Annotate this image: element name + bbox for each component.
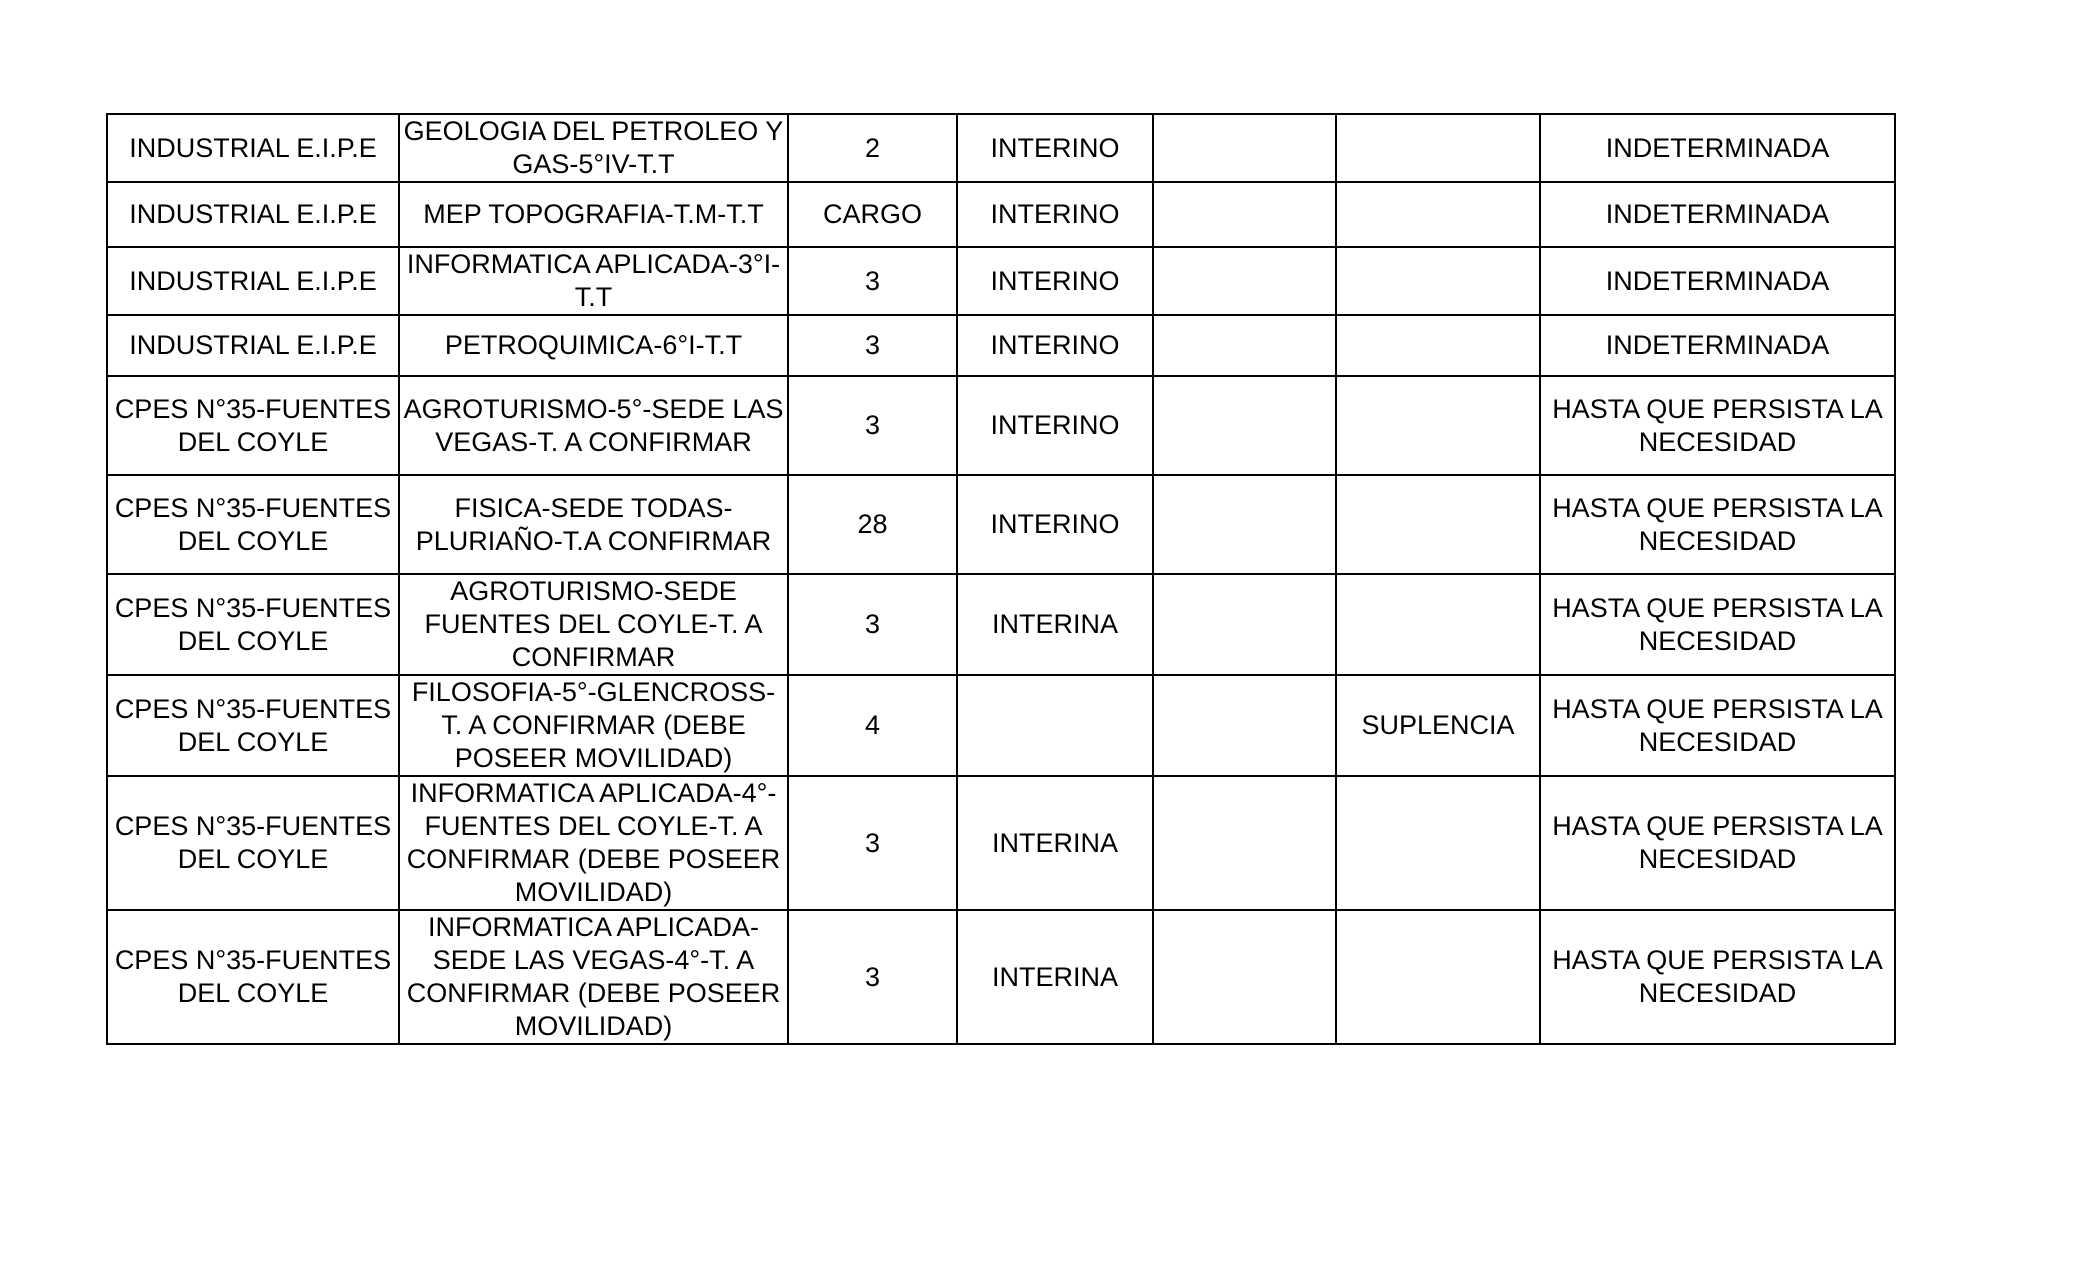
type-cell: INTERINO xyxy=(957,247,1153,315)
table-row xyxy=(107,910,1895,1044)
type-cell xyxy=(957,675,1153,776)
hours-cell: 3 xyxy=(788,574,957,675)
hours-cell: 3 xyxy=(788,247,957,315)
school-cell: INDUSTRIAL E.I.P.E xyxy=(107,315,399,376)
type-cell: INTERINO xyxy=(957,315,1153,376)
table-row xyxy=(107,776,1895,910)
hours-cell: 28 xyxy=(788,475,957,574)
extra2-cell: SUPLENCIA xyxy=(1336,675,1540,776)
extra1-cell xyxy=(1153,247,1336,315)
hours-cell: 3 xyxy=(788,315,957,376)
hours-cell: 3 xyxy=(788,776,957,910)
hours-cell: 3 xyxy=(788,376,957,475)
table-row xyxy=(107,376,1895,475)
extra1-cell xyxy=(1153,315,1336,376)
duration-cell: HASTA QUE PERSISTA LA NECESIDAD xyxy=(1540,574,1895,675)
hours-cell: CARGO xyxy=(788,182,957,247)
extra2-cell xyxy=(1336,376,1540,475)
extra1-cell xyxy=(1153,475,1336,574)
duration-cell: INDETERMINADA xyxy=(1540,114,1895,182)
school-cell: CPES N°35-FUENTES DEL COYLE xyxy=(107,910,399,1044)
extra1-cell xyxy=(1153,910,1336,1044)
vacancies-table xyxy=(106,113,1896,1045)
duration-cell: INDETERMINADA xyxy=(1540,247,1895,315)
extra2-cell xyxy=(1336,247,1540,315)
duration-cell: HASTA QUE PERSISTA LA NECESIDAD xyxy=(1540,475,1895,574)
table-row xyxy=(107,182,1895,247)
duration-cell: INDETERMINADA xyxy=(1540,315,1895,376)
subject-cell: MEP TOPOGRAFIA-T.M-T.T xyxy=(399,182,788,247)
school-cell: INDUSTRIAL E.I.P.E xyxy=(107,182,399,247)
extra2-cell xyxy=(1336,475,1540,574)
table-row xyxy=(107,247,1895,315)
table-row xyxy=(107,574,1895,675)
duration-cell: HASTA QUE PERSISTA LA NECESIDAD xyxy=(1540,776,1895,910)
subject-cell: INFORMATICA APLICADA-3°I-T.T xyxy=(399,247,788,315)
school-cell: INDUSTRIAL E.I.P.E xyxy=(107,247,399,315)
type-cell: INTERINO xyxy=(957,376,1153,475)
table-row xyxy=(107,675,1895,776)
table-row xyxy=(107,315,1895,376)
type-cell: INTERINA xyxy=(957,910,1153,1044)
school-cell: INDUSTRIAL E.I.P.E xyxy=(107,114,399,182)
extra2-cell xyxy=(1336,574,1540,675)
subject-cell: INFORMATICA APLICADA-SEDE LAS VEGAS-4°-T. A CONFIRMAR (DEBE POSEER MOVILIDAD) xyxy=(399,910,788,1044)
table-row xyxy=(107,114,1895,182)
school-cell: CPES N°35-FUENTES DEL COYLE xyxy=(107,376,399,475)
type-cell: INTERINA xyxy=(957,776,1153,910)
duration-cell: HASTA QUE PERSISTA LA NECESIDAD xyxy=(1540,376,1895,475)
duration-cell: HASTA QUE PERSISTA LA NECESIDAD xyxy=(1540,910,1895,1044)
hours-cell: 4 xyxy=(788,675,957,776)
subject-cell: PETROQUIMICA-6°I-T.T xyxy=(399,315,788,376)
extra1-cell xyxy=(1153,114,1336,182)
extra2-cell xyxy=(1336,910,1540,1044)
duration-cell: INDETERMINADA xyxy=(1540,182,1895,247)
extra1-cell xyxy=(1153,675,1336,776)
school-cell: CPES N°35-FUENTES DEL COYLE xyxy=(107,675,399,776)
subject-cell: AGROTURISMO-SEDE FUENTES DEL COYLE-T. A CONFIRMAR xyxy=(399,574,788,675)
vacancies-sheet xyxy=(106,113,1896,1045)
extra2-cell xyxy=(1336,776,1540,910)
duration-cell: HASTA QUE PERSISTA LA NECESIDAD xyxy=(1540,675,1895,776)
school-cell: CPES N°35-FUENTES DEL COYLE xyxy=(107,776,399,910)
type-cell: INTERINA xyxy=(957,574,1153,675)
school-cell: CPES N°35-FUENTES DEL COYLE xyxy=(107,574,399,675)
hours-cell: 3 xyxy=(788,910,957,1044)
subject-cell: FISICA-SEDE TODAS-PLURIAÑO-T.A CONFIRMAR xyxy=(399,475,788,574)
extra1-cell xyxy=(1153,776,1336,910)
extra2-cell xyxy=(1336,315,1540,376)
subject-cell: FILOSOFIA-5°-GLENCROSS-T. A CONFIRMAR (DEBE POSEER MOVILIDAD) xyxy=(399,675,788,776)
extra1-cell xyxy=(1153,376,1336,475)
school-cell: CPES N°35-FUENTES DEL COYLE xyxy=(107,475,399,574)
type-cell: INTERINO xyxy=(957,475,1153,574)
extra2-cell xyxy=(1336,182,1540,247)
extra2-cell xyxy=(1336,114,1540,182)
subject-cell: AGROTURISMO-5°-SEDE LAS VEGAS-T. A CONFIRMAR xyxy=(399,376,788,475)
type-cell: INTERINO xyxy=(957,182,1153,247)
hours-cell: 2 xyxy=(788,114,957,182)
subject-cell: GEOLOGIA DEL PETROLEO Y GAS-5°IV-T.T xyxy=(399,114,788,182)
type-cell: INTERINO xyxy=(957,114,1153,182)
table-row xyxy=(107,475,1895,574)
extra1-cell xyxy=(1153,574,1336,675)
subject-cell: INFORMATICA APLICADA-4°-FUENTES DEL COYLE-T. A CONFIRMAR (DEBE POSEER MOVILIDAD) xyxy=(399,776,788,910)
extra1-cell xyxy=(1153,182,1336,247)
